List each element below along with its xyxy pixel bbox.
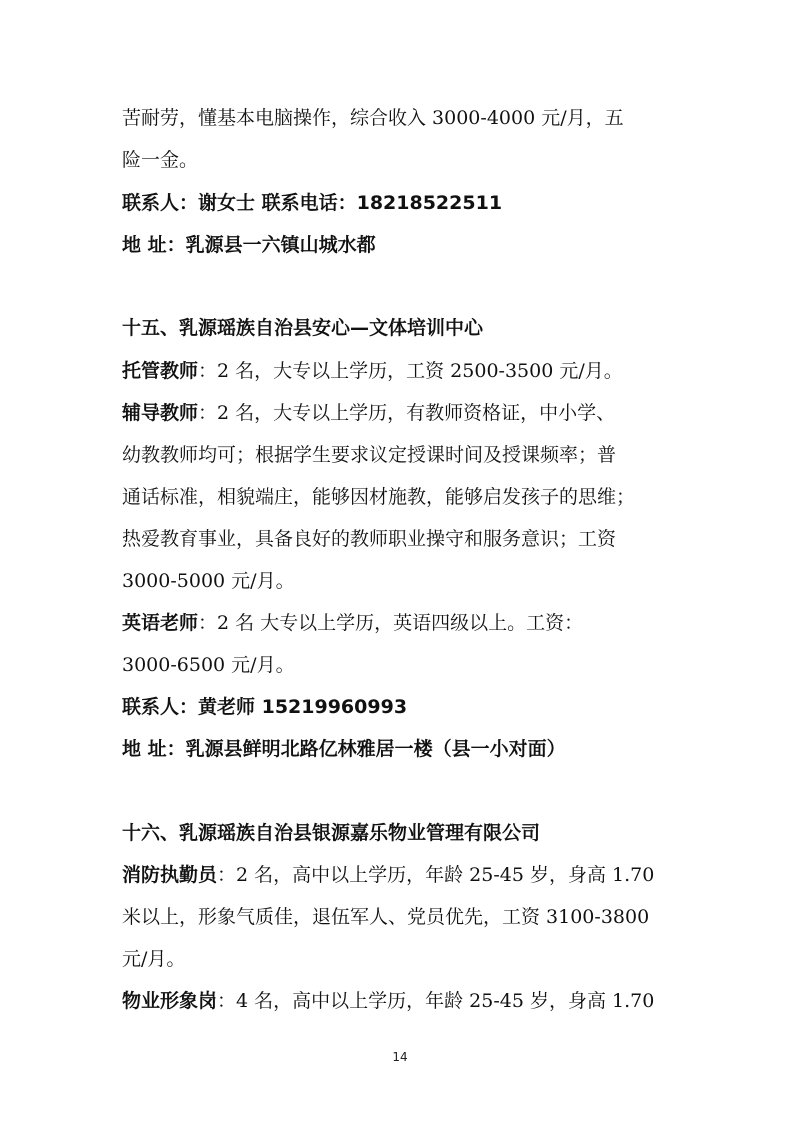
job-label: 英语老师	[122, 612, 199, 634]
address-line: 地 址：乳源县鲜明北路亿林雅居一楼（县一小对面）	[122, 738, 566, 760]
paragraph-line: 3000-6500 元/月。	[122, 654, 295, 676]
job-text: ：2 名，大专以上学历，有教师资格证，中小学、	[198, 402, 616, 424]
job-text: ：2 名，高中以上学历，年龄 25-45 岁，身高 1.70	[217, 864, 655, 886]
paragraph-line: 苦耐劳，懂基本电脑操作，综合收入 3000-4000 元/月，五	[122, 107, 624, 129]
paragraph-line: 通话标准，相貌端庄，能够因材施教，能够启发孩子的思维；	[122, 486, 636, 508]
job-item	[122, 400, 615, 426]
job-item	[122, 358, 623, 384]
job-item	[122, 988, 654, 1014]
job-label: 托管教师	[122, 360, 199, 382]
contact-line: 联系人：谢女士 联系电话：18218522511	[122, 192, 503, 214]
paragraph-line: 米以上，形象气质佳，退伍军人、党员优先，工资 3100-3800	[122, 906, 650, 928]
contact-line: 联系人：黄老师 15219960993	[122, 696, 408, 718]
job-text: ：4 名，高中以上学历，年龄 25-45 岁，身高 1.70	[217, 990, 655, 1012]
paragraph-line: 元/月。	[122, 948, 186, 970]
job-label: 消防执勤员	[122, 864, 218, 886]
section-title: 十六、乳源瑶族自治县银源嘉乐物业管理有限公司	[122, 822, 541, 844]
paragraph-line: 3000-5000 元/月。	[122, 570, 295, 592]
address-line: 地 址：乳源县一六镇山城水都	[122, 234, 376, 256]
job-text: ：2 名 大专以上学历，英语四级以上。工资：	[198, 612, 584, 634]
job-item	[122, 862, 654, 888]
job-text: ：2 名，大专以上学历，工资 2500-3500 元/月。	[198, 360, 623, 382]
job-label: 物业形象岗	[122, 990, 218, 1012]
job-label: 辅导教师	[122, 402, 199, 424]
section-title: 十五、乳源瑶族自治县安心—文体培训中心	[122, 317, 484, 339]
paragraph-line: 热爱教育事业，具备良好的教师职业操守和服务意识；工资	[122, 528, 617, 550]
paragraph-line: 幼教教师均可；根据学生要求议定授课时间及授课频率；普	[122, 444, 617, 466]
page-number: 14	[392, 1050, 408, 1064]
paragraph-line: 险一金。	[122, 149, 199, 171]
job-item	[122, 610, 583, 636]
